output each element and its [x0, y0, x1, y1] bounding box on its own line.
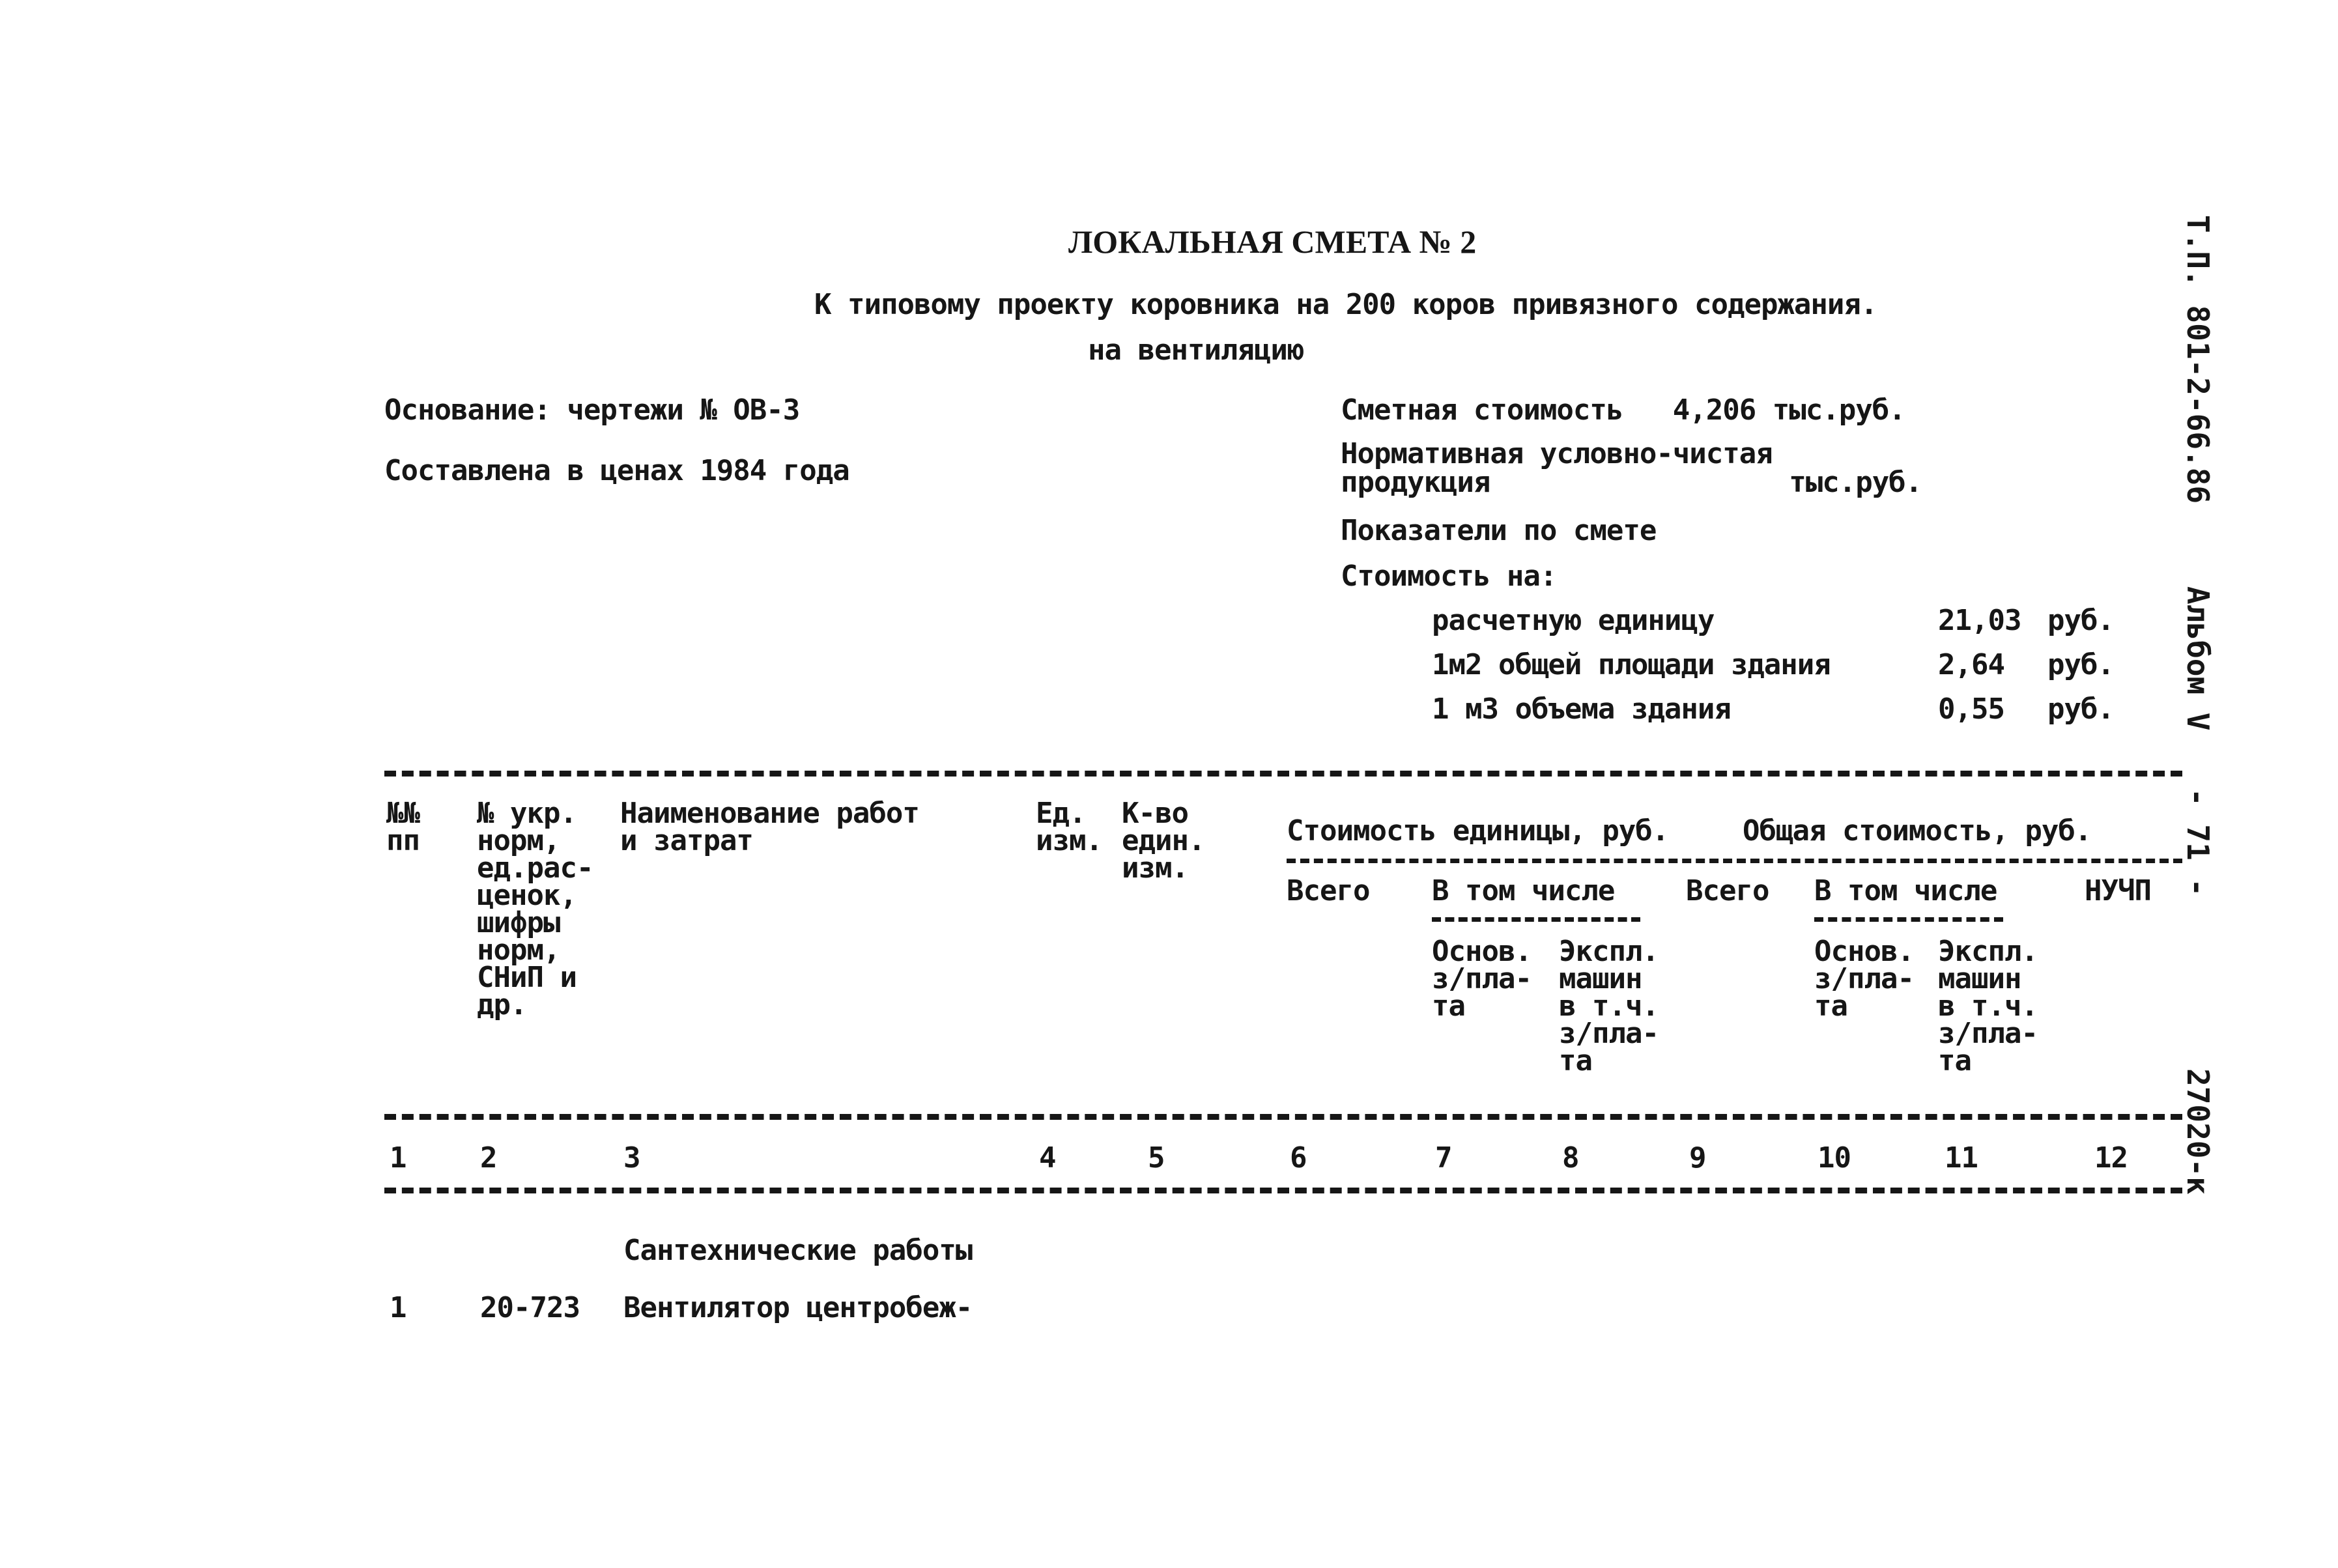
table-top-rule [384, 771, 2182, 777]
column-number: 7 [1435, 1141, 1452, 1175]
header-bottom-rule [384, 1114, 2182, 1120]
header-norm-code: № укр. норм, ед.рас- ценок, шифры норм, СНиП и др. [477, 797, 593, 1021]
header-base-pay: Основ. з/пла- та [1814, 935, 1914, 1023]
column-number: 5 [1148, 1141, 1165, 1175]
header-total-cost: Общая стоимость, руб. [1743, 814, 2092, 848]
indicator-value: 21,03 [1938, 604, 2021, 637]
header-total: Всего [1686, 874, 1769, 907]
indicator-value: 2,64 [1938, 648, 2004, 681]
row-norm-code: 20-723 [480, 1291, 580, 1324]
header-unit-cost: Стоимость единицы, руб. [1287, 814, 1669, 848]
header-including: В том числе [1432, 874, 1615, 907]
header-base-pay: Основ. з/пла- та [1432, 935, 1532, 1023]
margin-project: Т.П. 801-2-66.86 [2180, 215, 2216, 504]
header-unit: Ед. изм. [1036, 797, 1102, 857]
column-number: 1 [390, 1141, 406, 1175]
margin-page: - 71 - [2180, 788, 2216, 897]
document-subtitle: К типовому проекту коровника на 200 коров привязного содержания. [814, 288, 1877, 321]
indicator-label: 1м2 общей площади здания [1432, 648, 1831, 681]
margin-code: 27020-к [2180, 1068, 2216, 1195]
indicator-unit: руб. [2047, 692, 2114, 726]
header-nuchp: НУЧП [2085, 874, 2151, 907]
indicator-label: расчетную единицу [1432, 604, 1715, 637]
numbers-bottom-rule [384, 1188, 2182, 1193]
normative-line1: Нормативная условно-чистая [1341, 437, 1773, 470]
margin-album: Альбом V [2180, 586, 2216, 731]
header-number: №№ пп [386, 797, 420, 857]
basis-text: Основание: чертежи № ОВ-3 [384, 393, 800, 427]
header-machines: Экспл. машин в т.ч. з/пла- та [1559, 935, 1659, 1077]
column-number: 6 [1290, 1141, 1307, 1175]
normative-line2: продукция тыс.руб. [1341, 466, 1922, 499]
cost-on-label: Стоимость на: [1341, 560, 1557, 593]
indicator-unit: руб. [2047, 648, 2114, 681]
margin-stamp [2163, 215, 2228, 1257]
column-number: 9 [1689, 1141, 1706, 1175]
header-total: Всего [1287, 874, 1370, 907]
indicator-value: 0,55 [1938, 692, 2004, 726]
document-subtitle-2: на вентиляцию [1088, 334, 1304, 367]
incl-rule-2 [1814, 917, 2003, 922]
document-title: ЛОКАЛЬНАЯ СМЕТА № 2 [1068, 223, 1477, 260]
cost-group-rule [1287, 859, 2182, 863]
header-machines: Экспл. машин в т.ч. з/пла- та [1938, 935, 2038, 1077]
header-including: В том числе [1814, 874, 1997, 907]
column-number: 3 [623, 1141, 640, 1175]
incl-rule-1 [1432, 917, 1640, 922]
section-heading: Сантехнические работы [623, 1234, 973, 1267]
row-number: 1 [390, 1291, 406, 1324]
column-number: 11 [1945, 1141, 1978, 1175]
column-number: 2 [480, 1141, 497, 1175]
indicator-label: 1 м3 объема здания [1432, 692, 1731, 726]
header-work-name: Наименование работ и затрат [620, 797, 919, 857]
column-number: 12 [2094, 1141, 2128, 1175]
estimated-cost: Сметная стоимость 4,206 тыс.руб. [1341, 393, 1905, 427]
row-work-name: Вентилятор центробеж- [623, 1291, 973, 1324]
indicator-unit: руб. [2047, 604, 2114, 637]
prices-text: Составлена в ценах 1984 года [384, 454, 849, 487]
indicators-label: Показатели по смете [1341, 514, 1657, 547]
column-number: 10 [1818, 1141, 1851, 1175]
column-number: 4 [1039, 1141, 1056, 1175]
header-quantity: К-во един. изм. [1122, 797, 1205, 885]
column-number: 8 [1562, 1141, 1579, 1175]
